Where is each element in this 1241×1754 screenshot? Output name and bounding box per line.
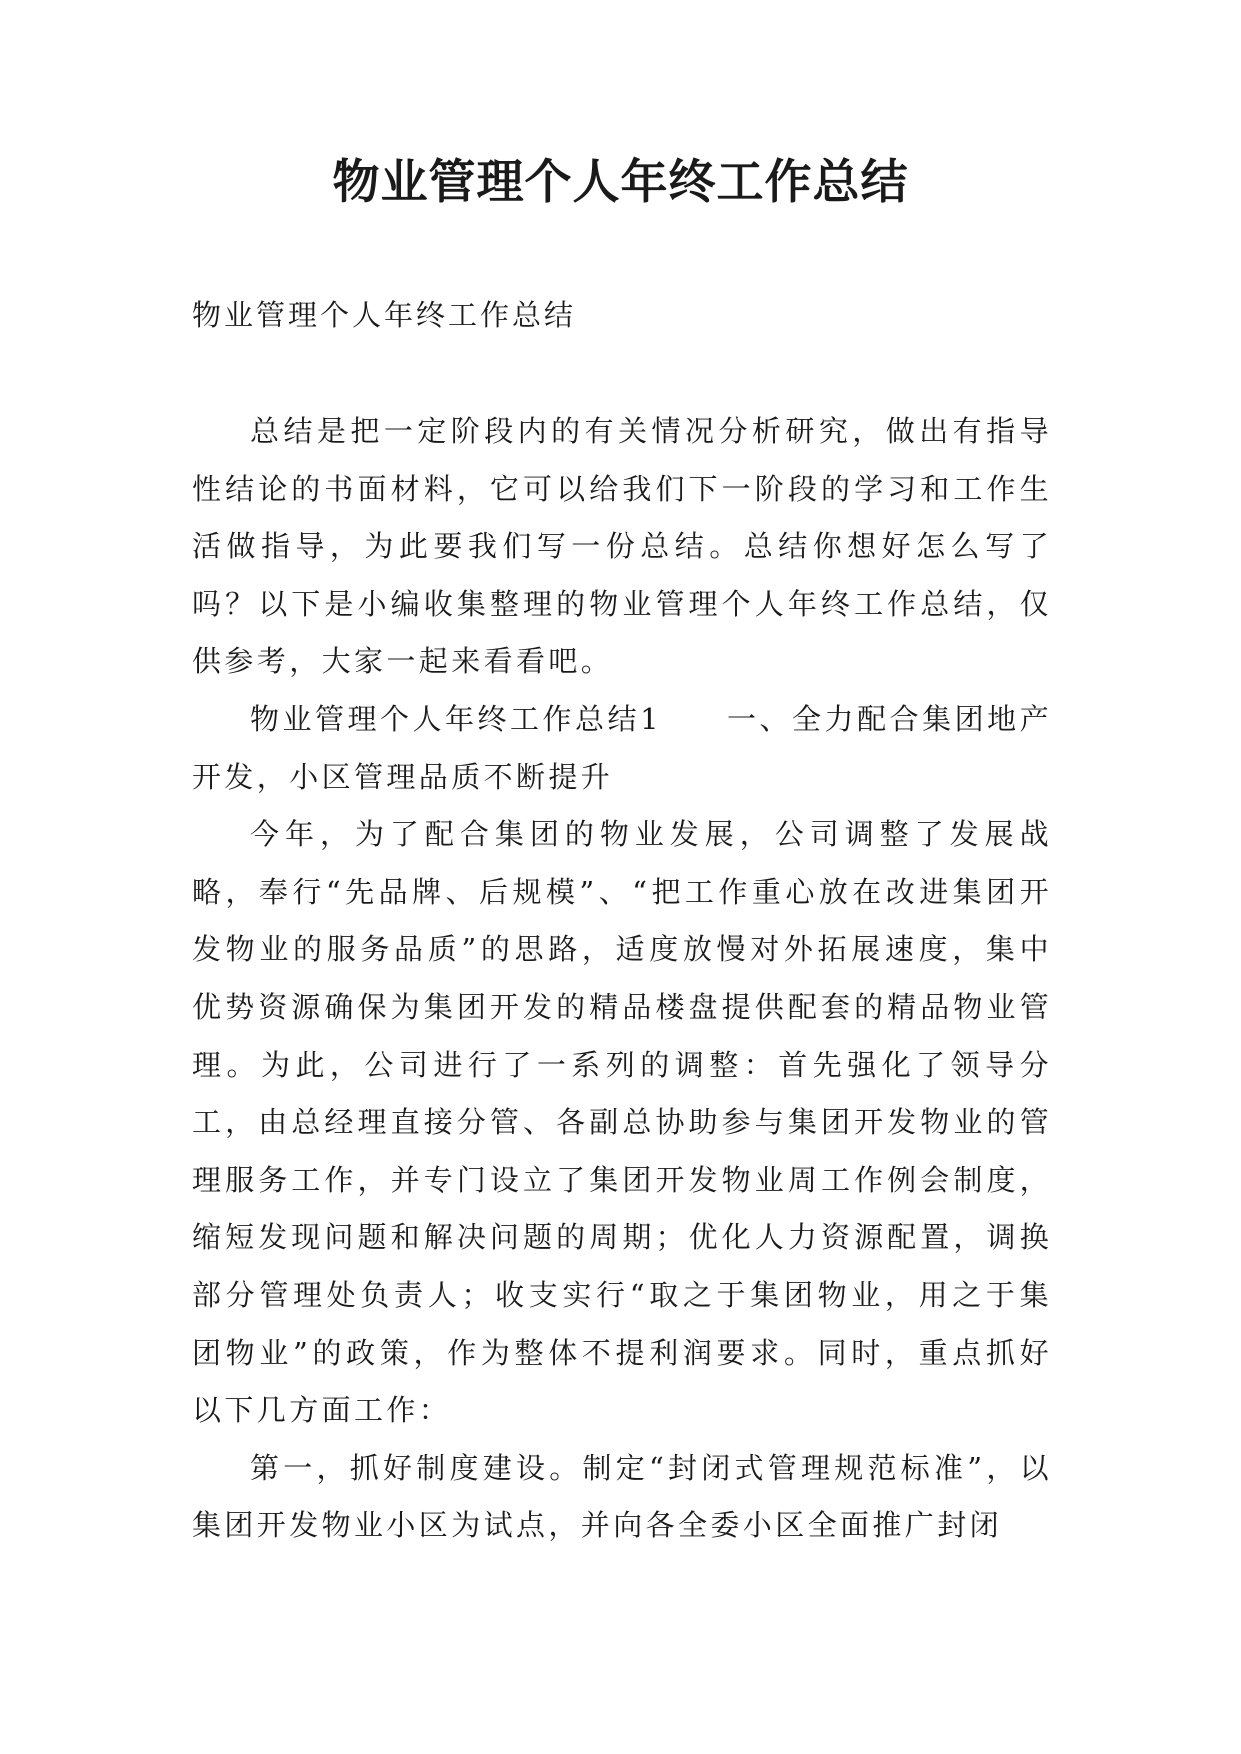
document-subtitle: 物业管理个人年终工作总结: [192, 298, 577, 332]
document-body: [192, 403, 1052, 1555]
paragraph-section-heading: 物业管理个人年终工作总结1 一、全力配合集团地产开发，小区管理品质不断提升: [192, 701, 1052, 794]
paragraph-intro: 总结是把一定阶段内的有关情况分析研究，做出有指导性结论的书面材料，它可以给我们下一阶段的学习和工作生活做指导，为此要我们写一份总结。总结你想好怎么写了吗？以下是小编收集整理的物业管理个人年终工作总结，仅供参考，大家一起来看看吧。: [192, 414, 1052, 679]
document-title: 物业管理个人年终工作总结: [332, 155, 909, 210]
paragraph-strategy: 今年，为了配合集团的物业发展，公司调整了发展战略，奉行“先品牌、后规模”、“把工作重心放在改进集团开发物业的服务品质”的思路，适度放慢对外拓展速度，集中优势资源确保为集团开发的精品楼盘提供配套的精品物业管理。为此，公司进行了一系列的调整：首先强化了领导分工，由总经理直接分管、各副总协助参与集团开发物业的管理服务工作，并专门设立了集团开发物业周工作例会制度，缩短发现问题和解决问题的周期；优化人力资源配置，调换部分管理处负责人；收支实行“取之于集团物业，用之于集团物业”的政策，作为整体不提利润要求。同时，重点抓好以下几方面工作：: [192, 817, 1052, 1428]
paragraph-first-point: 第一，抓好制度建设。制定“封闭式管理规范标准”，以集团开发物业小区为试点，并向各全委小区全面推广封闭: [192, 1450, 1052, 1543]
